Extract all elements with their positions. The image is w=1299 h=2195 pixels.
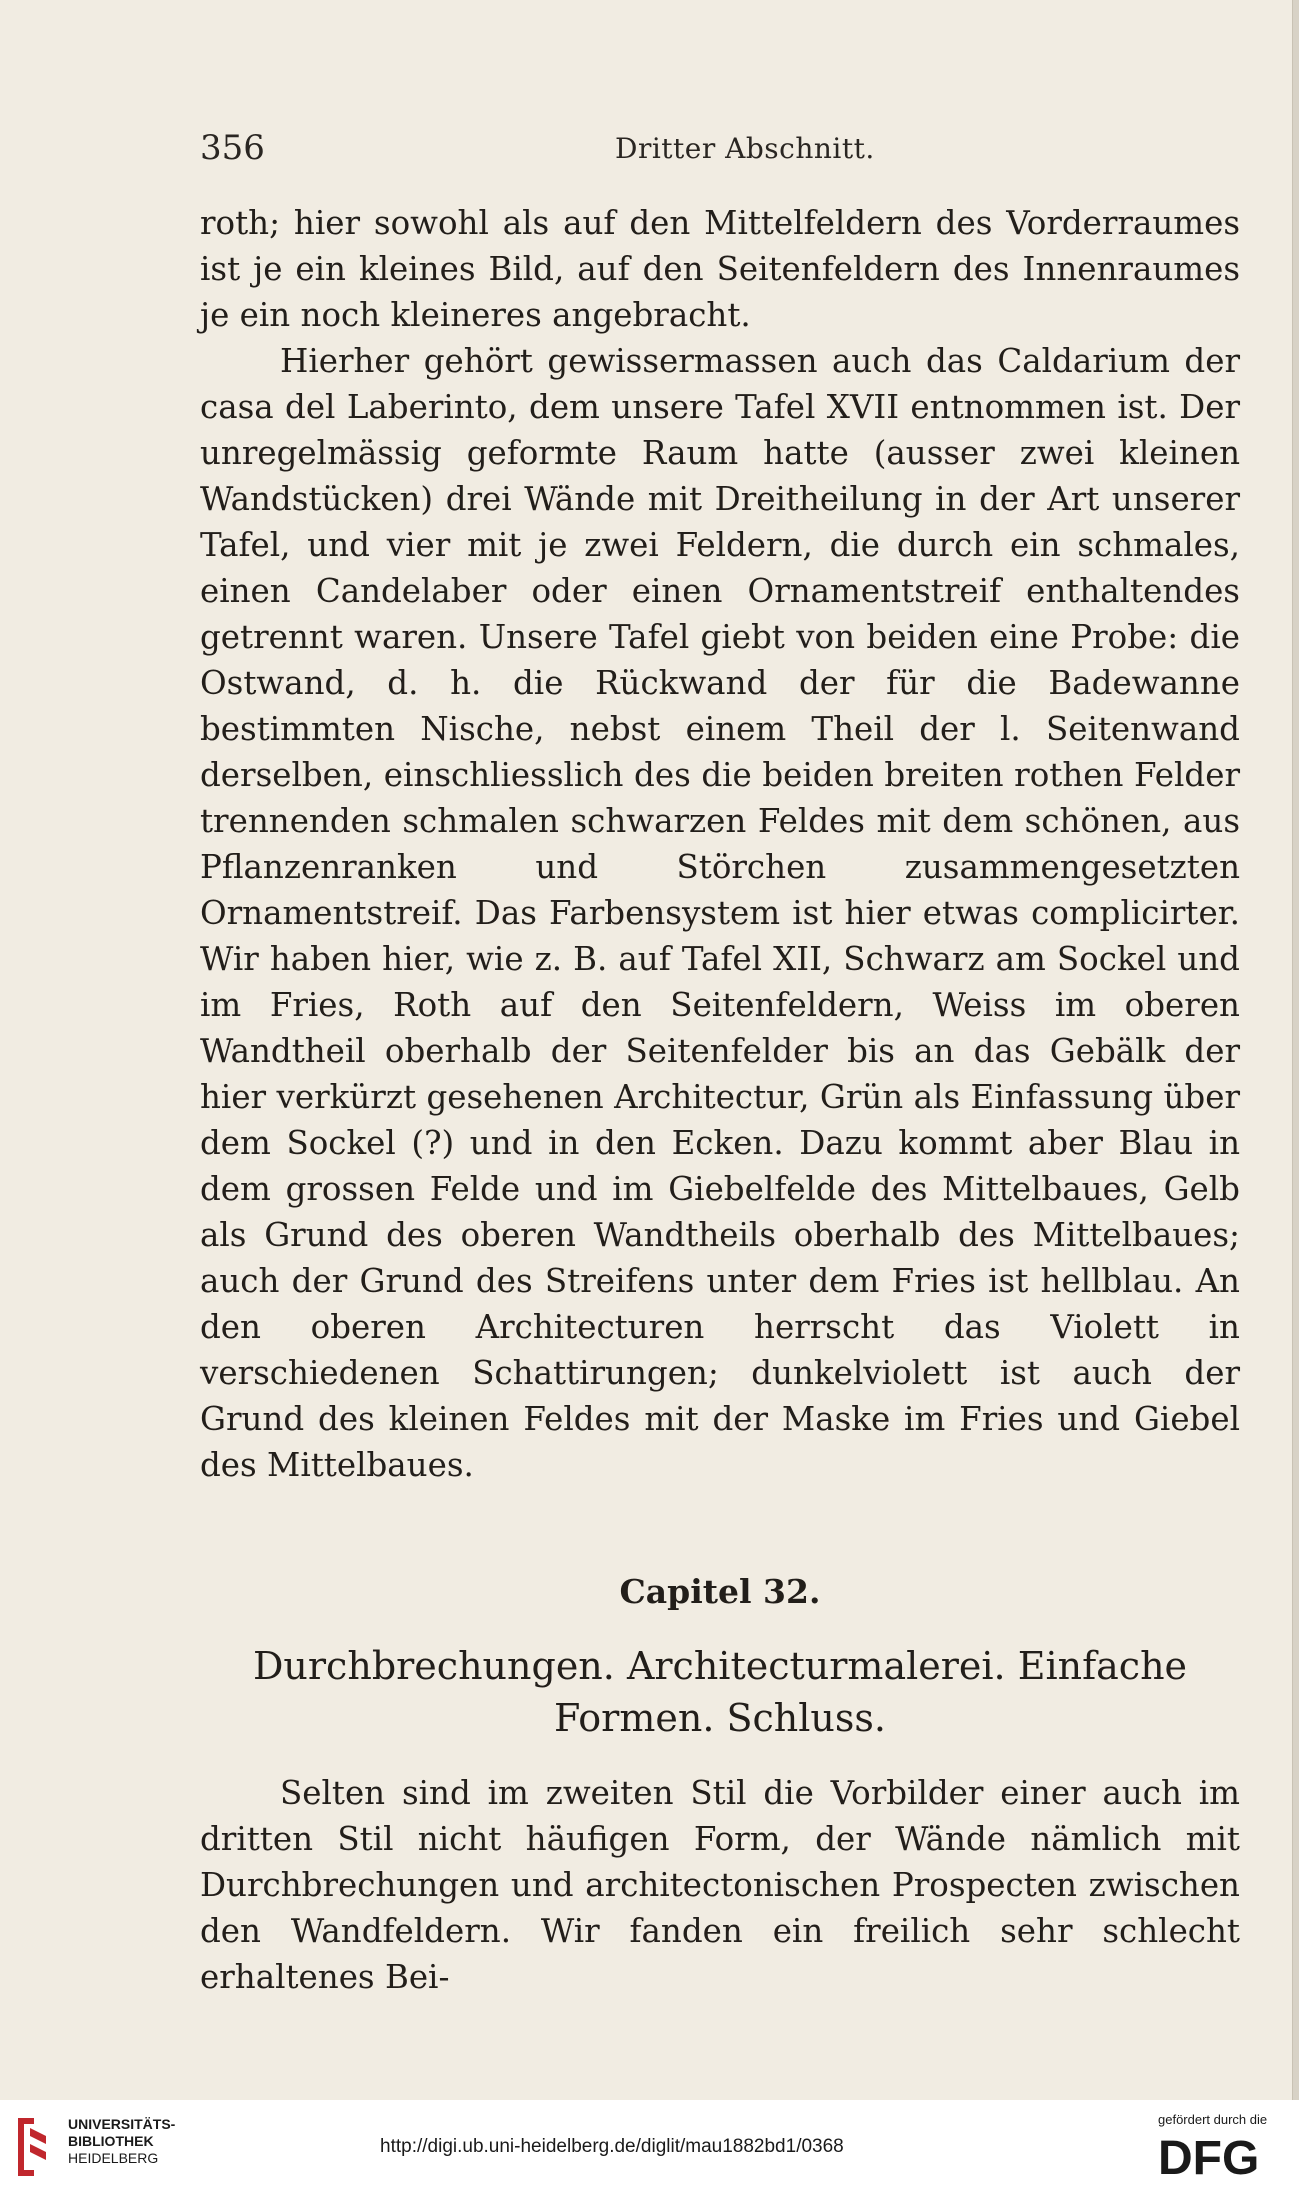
university-library-logo-icon — [12, 2114, 52, 2180]
library-name-line: BIBLIOTHEK — [68, 2133, 154, 2149]
dfg-logo-icon — [1158, 2130, 1284, 2182]
running-head: Dritter Abschnitt. — [615, 132, 875, 165]
chapter-title-line: Formen. Schluss. — [554, 1696, 886, 1740]
dfg-logo-text: DFG — [1158, 2132, 1260, 2182]
chapter-title — [200, 1640, 1240, 1744]
paragraph: Selten sind im zweiten Stil die Vorbilder einer auch im dritten Stil nicht häufigen Form, der Wände nämlich mit Durchbrechungen und architectonischen Prospecten zwischen den Wandfeldern. Wir fanden ein freilich sehr schlecht erhaltenes Bei- — [200, 1774, 1240, 1996]
page-header — [200, 128, 1240, 178]
footer-bar — [0, 2100, 1299, 2195]
paragraph: Hierher gehört gewissermassen auch das Caldarium der casa del Laberinto, dem unsere Tafel XVII entnommen ist. Der unregelmässig geformte Raum hatte (ausser zwei kleinen Wandstücken) drei Wände mit Dreitheilung in der Art unserer Tafel, und vier mit je zwei Feldern, die durch ein schmales, einen Candelaber oder einen Ornamentstreif enthaltendes getrennt waren. Unsere Tafel giebt von beiden eine Probe: die Ostwand, d. h. die Rückwand der für die Badewanne bestimmten Nische, nebst einem Theil der l. Seitenwand derselben, einschliesslich des die beiden breiten rothen Felder trennenden schmalen schwarzen Feldes mit dem schönen, aus Pflanzenranken und Störchen zusammengesetzten Ornamentstreif. Das Farbensystem ist hier etwas complicirter. Wir haben hier, wie z. B. auf Tafel XII, Schwarz am Sockel und im Fries, Roth auf den Seitenfeldern, Weiss im oberen Wandtheil oberhalb der Seitenfelder bis an das Gebälk der hier verkürzt gesehenen Architectur, Grün als Einfassung über dem Sockel (?) und in den Ecken. Dazu kommt aber Blau in dem grossen Felde und im Giebelfelde des Mittelbaues, Gelb als Grund des oberen Wandtheils oberhalb des Mittelbaues; auch der Grund des Streifens unter dem Fries ist hellblau. An den oberen Architecturen herrscht das Violett in verschiedenen Schattirungen; dunkelviolett ist auch der Grund des kleinen Feldes mit der Maske im Fries und Giebel des Mittelbaues. — [200, 342, 1240, 1484]
chapter-title-line: Durchbrechungen. Architecturmalerei. Einfache — [252, 1644, 1188, 1688]
scan-edge — [1293, 0, 1299, 2100]
page-number: 356 — [200, 128, 265, 168]
library-name — [68, 2116, 175, 2167]
library-name-line: HEIDELBERG — [68, 2150, 159, 2166]
funding-caption: gefördert durch die — [1158, 2112, 1268, 2127]
chapter-number: Capitel 32. — [619, 1572, 821, 1611]
library-name-line: UNIVERSITÄTS- — [68, 2116, 176, 2132]
permalink-url[interactable]: http://digi.ub.uni-heidelberg.de/diglit/mau1882bd1/0368 — [380, 2136, 844, 2157]
paragraph: roth; hier sowohl als auf den Mittelfeldern des Vorderraumes ist je ein kleines Bild, auf den Seitenfeldern des Innenraumes je ein noch kleineres angebracht. — [200, 204, 1240, 334]
body-text — [200, 200, 1240, 1488]
chapter-body — [200, 1770, 1240, 2000]
